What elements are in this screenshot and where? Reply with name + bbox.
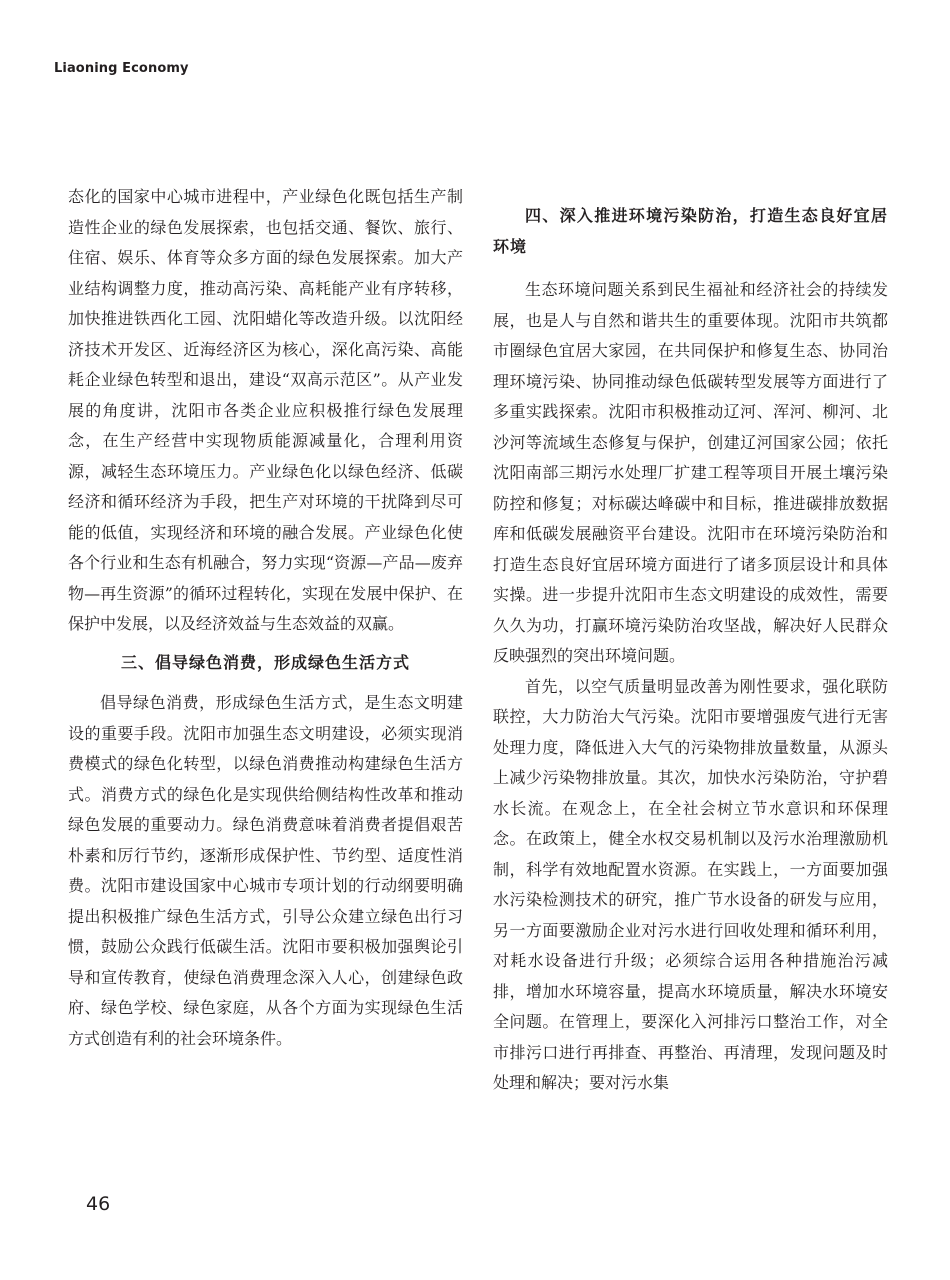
paragraph-ecological-environment: 生态环境问题关系到民生福祉和经济社会的持续发展，也是人与自然和谐共生的重要体现。沈阳市共筑都市圈绿色宜居大家园，在共同保护和修复生态、协同治理环境污染、协同推动绿色低碳转型发展等方面进行了多重实践探索。沈阳市积极推动辽河、浑河、柳河、北沙河等流域生态修复与保护，创建辽河国家公园；依托沈阳南部三期污水处理厂扩建工程等项目开展土壤污染防控和修复；对标碳达峰碳中和目标，推进碳排放数据库和低碳发展融资平台建设。沈阳市在环境污染防治和打造生态良好宜居环境方面进行了诸多顶层设计和具体实操。进一步提升沈阳市生态文明建设的成效性，需要久久为功，打赢环境污染防治攻坚战，解决好人民群众反映强烈的突出环境问题。 <box>493 280 888 665</box>
paragraph-air-water-pollution: 首先，以空气质量明显改善为刚性要求，强化联防联控，大力防治大气污染。沈阳市要增强废气进行无害处理力度，降低进入大气的污染物排放量数量，从源头上减少污染物排放量。其次，加快水污染防治，守护碧水长流。在观念上，在全社会树立节水意识和环保理念。在政策上，健全水权交易机制以及污水治理激励机制，科学有效地配置水资源。在实践上，一方面要加强水污染检测技术的研究，推广节水设备的研发与应用，另一方面要激励企业对污水进行回收处理和循环利用，对耗水设备进行升级；必须综合运用各种措施治污减排，增加水环境容量，提高水环境质量，解决水环境安全问题。在管理上，要深化入河排污口整治工作，对全市排污口进行再排查、再整治、再清理，发现问题及时处理和解决；要对污水集 <box>493 676 888 1092</box>
section-heading-3: 三、倡导绿色消费，形成绿色生活方式 <box>120 652 410 672</box>
paragraph-industrial-greening-continued: 态化的国家中心城市进程中，产业绿色化既包括生产制造性企业的绿色发展探索，也包括交通、餐饮、旅行、住宿、娱乐、体育等众多方面的绿色发展探索。加大产业结构调整力度，推动高污染、高耗能产业有序转移，加快推进铁西化工园、沈阳蜡化等改造升级。以沈阳经济技术开发区、近海经济区为核心，深化高污染、高能耗企业绿色转型和退出，建设“双高示范区”。从产业发展的角度讲，沈阳市各类企业应积极推行绿色发展理念，在生产经营中实现物质能源减量化，合理利用资源，减轻生态环境压力。产业绿色化以绿色经济、低碳经济和循环经济为手段，把生产对环境的干扰降到尽可能的低值，实现经济和环境的融合发展。产业绿色化使各个行业和生态有机融合，努力实现“资源—产品—废弃物—再生资源”的循环过程转化，实现在发展中保护、在保护中发展，以及经济效益与生态效益的双赢。 <box>68 187 463 633</box>
running-header-journal-title: Liaoning Economy <box>54 61 189 76</box>
section-heading-4: 四、深入推进环境污染防治，打造生态良好宜居环境 <box>493 206 888 256</box>
left-text-column <box>68 182 463 1054</box>
paragraph-green-consumption: 倡导绿色消费，形成绿色生活方式，是生态文明建设的重要手段。沈阳市加强生态文明建设，必须实现消费模式的绿色化转型，以绿色消费推动构建绿色生活方式。消费方式的绿色化是实现供给侧结构性改革和推动绿色发展的重要动力。绿色消费意味着消费者提倡艰苦朴素和厉行节约，逐渐形成保护性、节约型、适度性消费。沈阳市建设国家中心城市专项计划的行动纲要明确提出积极推广绿色生活方式，引导公众建立绿色出行习惯，鼓励公众践行低碳生活。沈阳市要积极加强舆论引导和宣传教育，使绿色消费理念深入人心，创建绿色政府、绿色学校、绿色家庭，从各个方面为实现绿色生活方式创造有利的社会环境条件。 <box>68 693 463 1048</box>
right-text-column <box>493 200 888 1099</box>
page-number: 46 <box>86 1193 111 1215</box>
